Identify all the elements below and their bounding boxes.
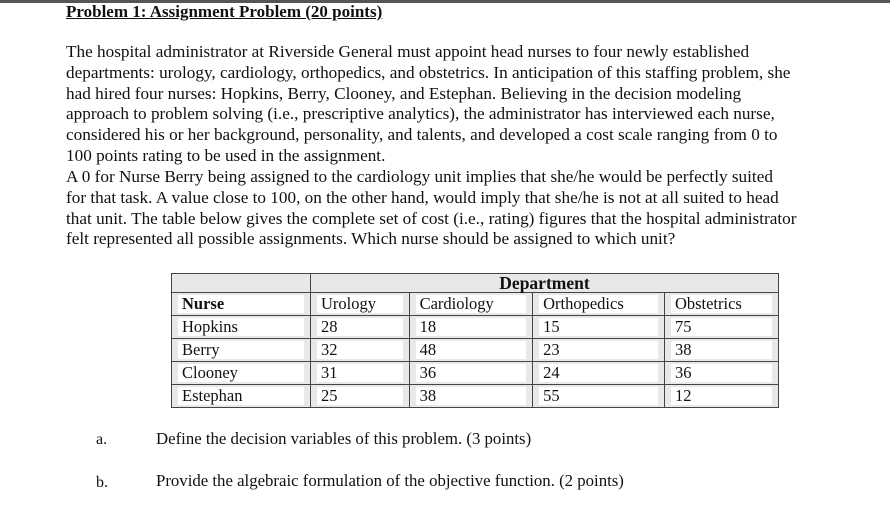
nurse-name: Berry (178, 341, 304, 359)
cost-value: 31 (317, 364, 403, 382)
cost-value: 18 (416, 318, 527, 336)
paragraph-line: considered his or her background, personality, and talents, and developed a cost scale ranging from 0 to (66, 125, 778, 145)
paragraph-line: approach to problem solving (i.e., prescriptive analytics), the administrator has interviewed each nurse, (66, 104, 775, 124)
cost-value: 15 (539, 318, 658, 336)
question-b-text: Provide the algebraic formulation of the objective function. (2 points) (156, 471, 624, 490)
cost-value: 48 (416, 341, 527, 359)
cost-cell (409, 362, 533, 385)
header-text: Obstetrics (671, 295, 772, 313)
paragraph-line: that unit. The table below gives the complete set of cost (i.e., rating) figures that the hospital administrator (66, 208, 797, 228)
cost-cell (664, 339, 778, 362)
nurse-name: Clooney (178, 364, 304, 382)
cost-cell (311, 339, 410, 362)
cost-cell (664, 316, 778, 339)
cost-cell (409, 339, 533, 362)
table-corner-cell (172, 274, 311, 293)
nurse-name-cell (172, 362, 311, 385)
nurse-name-cell (172, 385, 311, 408)
cost-value: 38 (671, 341, 772, 359)
cost-cell (311, 316, 410, 339)
header-text: Urology (317, 295, 403, 313)
question-a-label: a. (96, 431, 108, 448)
problem-paragraph-2 (66, 167, 796, 250)
cost-value: 36 (671, 364, 772, 382)
cost-value: 55 (539, 387, 658, 405)
paragraph-line: had hired four nurses: Hopkins, Berry, Clooney, and Estephan. Believing in the decision modeling (66, 83, 742, 103)
cost-cell (311, 362, 410, 385)
problem-paragraph-1 (66, 42, 790, 167)
column-header (533, 293, 665, 316)
table-header-row (172, 293, 779, 316)
cost-value: 24 (539, 364, 658, 382)
column-header (664, 293, 778, 316)
department-header: Department (311, 274, 779, 293)
cost-cell (664, 385, 778, 408)
cost-value: 25 (317, 387, 403, 405)
nurse-name: Estephan (178, 387, 304, 405)
problem-heading: Problem 1: Assignment Problem (20 points) (66, 2, 383, 21)
paragraph-line: The hospital administrator at Riverside General must appoint head nurses to four newly established (66, 42, 750, 61)
question-b-label: b. (96, 474, 108, 491)
table-row (172, 385, 779, 408)
paragraph-line: A 0 for Nurse Berry being assigned to the cardiology unit implies that she/he would be perfectly suited (66, 167, 773, 186)
cost-value: 32 (317, 341, 403, 359)
question-a-text: Define the decision variables of this problem. (3 points) (156, 429, 532, 448)
nurse-name-cell (172, 339, 311, 362)
table-row (172, 316, 779, 339)
paragraph-line: for that task. A value close to 100, on the other hand, would imply that she/he is not at all suited to head (66, 187, 779, 207)
cost-table (171, 273, 779, 408)
cost-cell (311, 385, 410, 408)
column-header (409, 293, 533, 316)
header-text: Orthopedics (539, 295, 658, 313)
cost-cell (664, 362, 778, 385)
table-row (172, 362, 779, 385)
header-text: Nurse (178, 295, 304, 313)
table-row (172, 339, 779, 362)
cost-cell (533, 385, 665, 408)
nurse-column-header (172, 293, 311, 316)
paragraph-line: departments: urology, cardiology, orthopedics, and obstetrics. In anticipation of this staffing problem, she (66, 62, 791, 82)
cost-value: 12 (671, 387, 772, 405)
cost-cell (409, 385, 533, 408)
nurse-name: Hopkins (178, 318, 304, 336)
paragraph-line: felt represented all possible assignments. Which nurse should be assigned to which unit? (66, 229, 676, 249)
nurse-name-cell (172, 316, 311, 339)
cost-cell (533, 362, 665, 385)
column-header (311, 293, 410, 316)
cost-value: 38 (416, 387, 527, 405)
header-text: Cardiology (416, 295, 527, 313)
cost-cell (409, 316, 533, 339)
table-group-header-row (172, 274, 779, 293)
cost-value: 75 (671, 318, 772, 336)
cost-value: 28 (317, 318, 403, 336)
cost-cell (533, 316, 665, 339)
paragraph-line: 100 points rating to be used in the assignment. (66, 145, 386, 165)
cost-value: 23 (539, 341, 658, 359)
cost-cell (533, 339, 665, 362)
cost-value: 36 (416, 364, 527, 382)
